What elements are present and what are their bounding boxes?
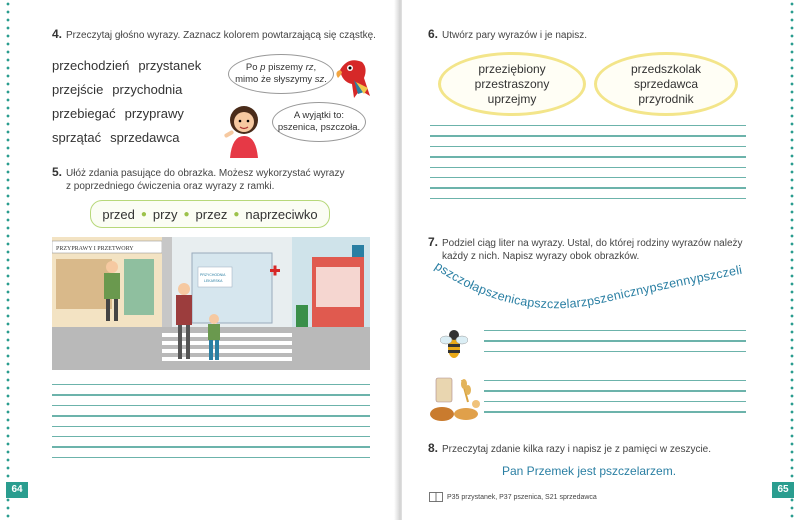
exercise-number: 7.	[428, 235, 439, 249]
word-row	[52, 56, 222, 80]
oval-word: przyrodnik	[638, 91, 694, 106]
writing-line[interactable]	[484, 351, 746, 352]
word: przechodzień	[52, 58, 130, 73]
exercise-number: 6.	[428, 27, 439, 41]
instruction-text: Podziel ciąg liter na wyrazy. Ustal, do której rodziny wyrazów należy	[442, 238, 743, 249]
writing-line[interactable]	[484, 340, 746, 341]
writing-line[interactable]	[52, 426, 370, 427]
oval-word: sprzedawca	[633, 76, 699, 91]
instruction-text: Przeczytaj głośno wyrazy. Zaznacz kolorem powtarzającą się cząstkę.	[66, 30, 376, 41]
instruction-text: Przeczytaj zdanie kilka razy i napisz je z pamięci w zeszycie.	[442, 444, 711, 455]
exercise-number: 8.	[428, 441, 439, 455]
word: przystanek	[138, 58, 202, 73]
word: przejście	[52, 82, 104, 97]
writing-lines[interactable]	[52, 384, 370, 458]
bubble-text: .	[324, 74, 327, 85]
oval-word: przeziębiony	[478, 61, 546, 76]
letter-chain-text: pszczołapszenicapszczelarzpszenicznypszennypszczeli	[432, 258, 744, 312]
instruction-text: z poprzedniego ćwiczenia oraz wyrazy z ramki.	[66, 181, 275, 192]
page-number: 64	[6, 482, 28, 498]
word: sprzątać	[52, 130, 102, 145]
word-row	[52, 80, 222, 104]
bubble-text: A wyjątki to:	[293, 110, 345, 121]
exercise-4-instruction	[52, 28, 376, 42]
writing-line[interactable]	[52, 446, 370, 447]
parrot-illustration	[330, 52, 384, 102]
writing-line[interactable]	[430, 177, 746, 178]
word-row	[52, 104, 222, 128]
writing-line[interactable]	[52, 457, 370, 458]
writing-line[interactable]	[484, 411, 746, 412]
word-oval-2	[594, 52, 738, 116]
writing-line[interactable]	[430, 187, 746, 188]
writing-line[interactable]	[430, 125, 746, 126]
page-dots-decoration	[6, 0, 10, 520]
street-scene-illustration	[52, 237, 370, 370]
bubble-text: sz	[314, 74, 325, 85]
writing-line[interactable]	[52, 415, 370, 416]
writing-line[interactable]	[484, 380, 746, 381]
writing-line[interactable]	[430, 156, 746, 157]
left-page	[0, 0, 398, 520]
writing-lines[interactable]	[430, 125, 746, 199]
word-row	[52, 128, 222, 152]
word-oval-1	[438, 52, 586, 116]
writing-line[interactable]	[484, 330, 746, 331]
writing-line[interactable]	[52, 405, 370, 406]
word: przychodnia	[112, 82, 183, 97]
writing-line[interactable]	[430, 146, 746, 147]
bubble-text: piszemy	[268, 62, 303, 73]
bullet-separator: ●	[233, 208, 240, 220]
writing-line[interactable]	[430, 167, 746, 168]
oval-word: uprzejmy	[487, 91, 537, 106]
bee-icon	[440, 326, 468, 362]
exercise-5-instruction	[52, 166, 344, 193]
oval-word: przestraszony	[474, 76, 550, 91]
word: przebiegać	[52, 106, 116, 121]
writing-line[interactable]	[52, 384, 370, 385]
right-page	[402, 0, 800, 520]
parrot-speech-bubble	[228, 54, 334, 94]
exercise-8-instruction	[428, 442, 711, 456]
page-number: 65	[772, 482, 794, 498]
bubble-text: mimo że słyszymy	[235, 74, 313, 85]
clinic-sign: LEKARSKA	[204, 279, 223, 283]
exercise-6-instruction	[428, 28, 587, 42]
word: przyprawy	[124, 106, 184, 121]
bubble-text: ,	[313, 62, 317, 73]
preposition: przy	[152, 206, 178, 222]
dictation-sentence: Pan Przemek jest pszczelarzem.	[502, 464, 677, 478]
letter-chain-wave	[426, 258, 756, 320]
page-dots-decoration	[790, 0, 794, 520]
bubble-text: Po	[245, 62, 258, 73]
bubble-text: pszenica, pszczoła.	[277, 122, 361, 133]
preposition: naprzeciwko	[245, 206, 318, 222]
footer-text: P35 przystanek, P37 pszenica, S21 sprzedawca	[447, 493, 597, 501]
svg-text:pszczołapszenicapszczelarzpsze	[432, 259, 743, 311]
girl-speech-bubble	[272, 102, 366, 142]
instruction-text: każdy z nich. Napisz wyrazy obok obrazków.	[442, 251, 640, 262]
bullet-separator: ●	[183, 208, 190, 220]
shop-sign: PRZYPRAWY I PRZETWORY	[56, 246, 134, 252]
bread-and-wheat-icon	[428, 376, 482, 424]
girl-illustration	[222, 102, 270, 158]
writing-lines[interactable]	[484, 380, 746, 413]
exercise-number: 4.	[52, 27, 63, 41]
word: sprzedawca	[110, 130, 180, 145]
writing-line[interactable]	[430, 198, 746, 199]
preposition: przez	[195, 206, 228, 222]
writing-line[interactable]	[430, 135, 746, 136]
instruction-text: Utwórz pary wyrazów i je napisz.	[442, 30, 588, 41]
oval-word: przedszkolak	[630, 61, 702, 76]
footer-references	[429, 492, 597, 502]
bubble-text: p	[260, 62, 266, 73]
writing-line[interactable]	[52, 436, 370, 437]
word-list	[52, 56, 222, 152]
writing-line[interactable]	[484, 390, 746, 391]
dictionary-book-icon	[429, 492, 443, 502]
writing-lines[interactable]	[484, 330, 746, 352]
bubble-text: rz	[305, 62, 314, 73]
instruction-text: Ułóż zdania pasujące do obrazka. Możesz wykorzystać wyrazy	[66, 168, 345, 179]
clinic-sign: PRZYCHODNIA	[200, 273, 226, 277]
bullet-separator: ●	[140, 208, 147, 220]
preposition: przed	[102, 206, 135, 222]
writing-line[interactable]	[52, 394, 370, 395]
prepositions-frame	[90, 200, 330, 228]
writing-line[interactable]	[484, 401, 746, 402]
exercise-number: 5.	[52, 165, 63, 179]
